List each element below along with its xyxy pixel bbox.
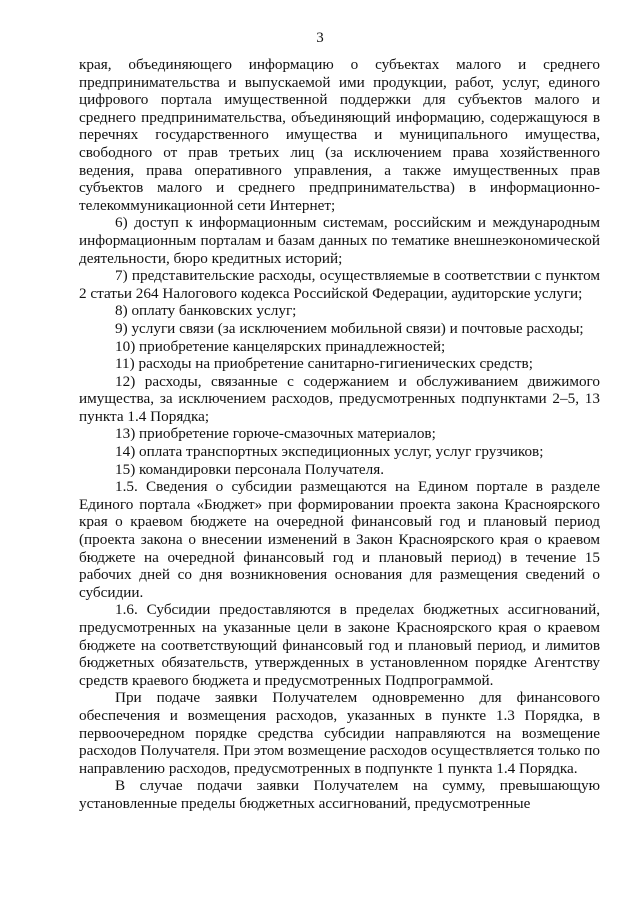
paragraph: При подаче заявки Получателем одновременно для финансового обеспечения и возмещения расходов, указанных в пункте 1.3 Порядка, в первоочередном порядке средства субсидии направляются на возмещение расходов Получателя. При этом возмещение расходов осуществляется только по направлению расходов, предусмотренных в подпункте 1 пункта 1.4 Порядка.: [79, 689, 600, 777]
paragraph: 6) доступ к информационным системам, российским и международным информационным порталам и базам данных по тематике внешнеэкономической деятельности, бюро кредитных историй;: [79, 214, 600, 267]
paragraph: 15) командировки персонала Получателя.: [115, 460, 385, 478]
paragraph: 12) расходы, связанные с содержанием и обслуживанием движимого имущества, за исключением расходов, предусмотренных подпунктами 2–5, 13 пункта 1.4 Порядка;: [79, 372, 600, 425]
page-number: 3: [316, 30, 324, 46]
document-body: [79, 56, 600, 813]
paragraph: 9) услуги связи (за исключением мобильной связи) и почтовые расходы;: [115, 319, 584, 337]
paragraph: 8) оплату банковских услуг;: [115, 302, 297, 320]
paragraph: 10) приобретение канцелярских принадлежностей;: [115, 337, 446, 355]
paragraph: 14) оплата транспортных экспедиционных услуг, услуг грузчиков;: [115, 443, 544, 461]
paragraph: края, объединяющего информацию о субъектах малого и среднего предпринимательства и выпускаемой ими продукции, работ, услуг, единого цифрового портала имущественной поддержки для субъектов малого и среднего предпринимательства, объединяющий информацию, содержащуюся в перечнях государственного имущества и муниципального имущества, свободного от прав третьих лиц (за исключением права хозяйственного ведения, права оперативного управления, а также имущественных прав субъектов малого и среднего предпринимательства) в информационно-телекоммуникационной сети Интернет;: [79, 56, 600, 214]
paragraph: 1.6. Субсидии предоставляются в пределах бюджетных ассигнований, предусмотренных на указанные цели в законе Красноярского края о краевом бюджете на соответствующий финансовый год и плановый период, и лимитов бюджетных обязательств, утвержденных в установленном порядке Агентству средств краевого бюджета и предусмотренных Подпрограммой.: [79, 601, 600, 689]
paragraph: В случае подачи заявки Получателем на сумму, превышающую установленные пределы бюджетных ассигнований, предусмотренные: [79, 777, 600, 812]
paragraph: 7) представительские расходы, осуществляемые в соответствии с пунктом 2 статьи 264 Налогового кодекса Российской Федерации, аудиторские услуги;: [79, 267, 600, 302]
paragraph: 1.5. Сведения о субсидии размещаются на Едином портале в разделе Единого портала «Бюджет» при формировании проекта закона Красноярского края о краевом бюджете на очередной финансовый год и плановый период (проекта закона о внесении изменений в Закон Красноярского края о краевом бюджете на очередной финансовый год и плановый период) в течение 15 рабочих дней со дня возникновения основания для размещения сведений о субсидии.: [79, 478, 600, 601]
paragraph: 13) приобретение горюче-смазочных материалов;: [115, 425, 436, 443]
paragraph: 11) расходы на приобретение санитарно-гигиенических средств;: [115, 355, 533, 373]
